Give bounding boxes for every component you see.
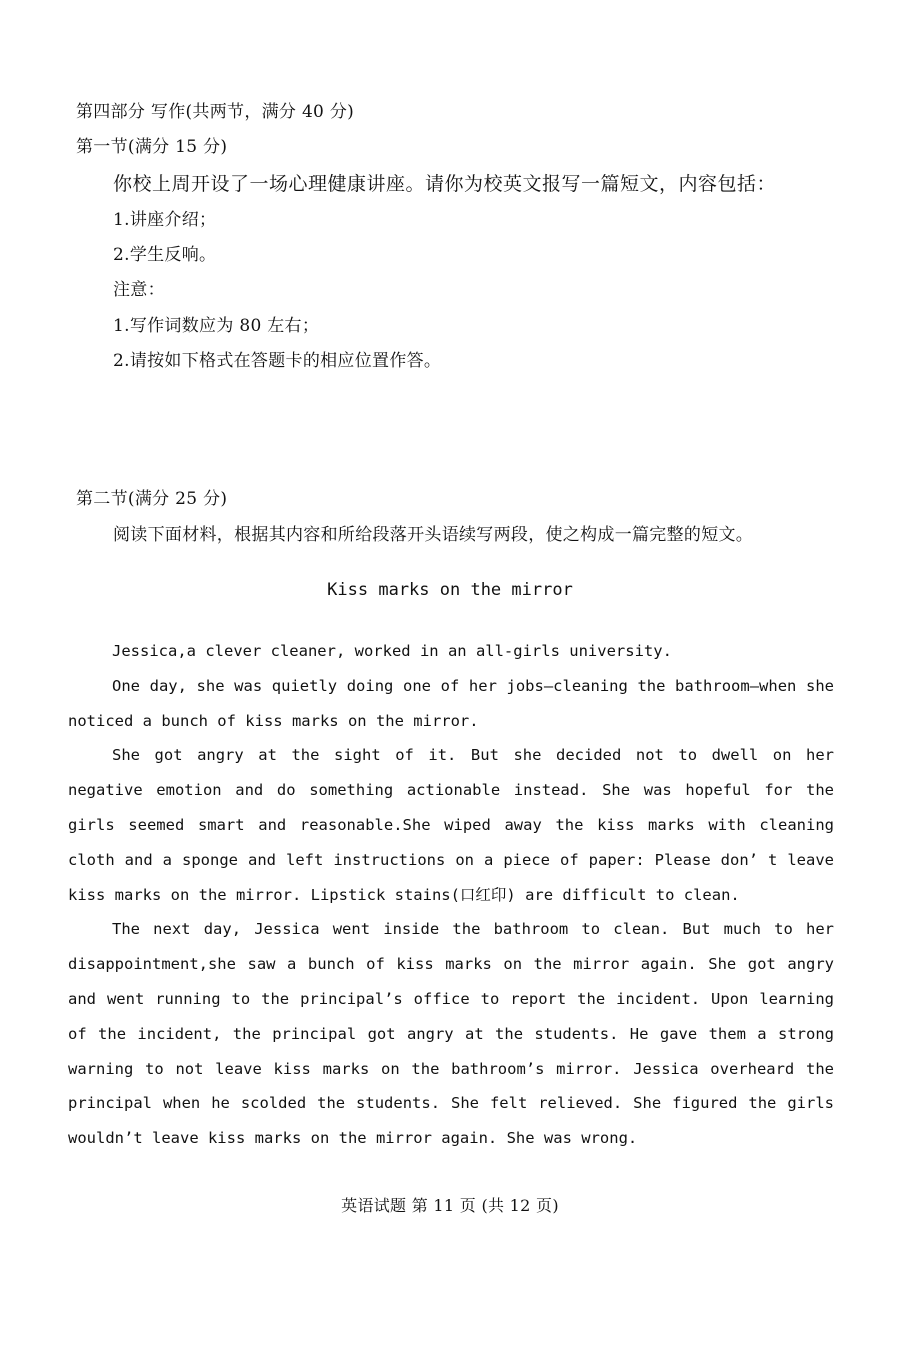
section1-note: 2.请按如下格式在答题卡的相应位置作答。	[113, 351, 442, 371]
section1-heading: 第一节(满分 15 分)	[76, 137, 228, 157]
story-paragraph: The next day, Jessica went inside the bathroom to clean. But much to her disappointment,she saw a bunch of kiss marks on the mirror again. She got angry and went running to the principal’s office to report the incident. Upon learning of the incident, the principal got angry at the students. He gave them a strong warning to not leave kiss marks on the bathroom’s mirror. Jessica overheard the principal when he scolded the students. She felt relieved. She figured the girls wouldn’t leave kiss marks on the mirror again. She was wrong.	[68, 920, 834, 1148]
story-paragraph: Jessica,a clever cleaner, worked in an all-girls university.	[112, 642, 672, 660]
page-footer: 英语试题 第 11 页 (共 12 页)	[341, 1196, 559, 1215]
section2-heading: 第二节(满分 25 分)	[76, 489, 228, 509]
section1-item: 1.讲座介绍；	[113, 210, 217, 230]
part-title: 第四部分 写作(共两节，满分 40 分)	[76, 102, 355, 122]
story-paragraph: One day, she was quietly doing one of her jobs—cleaning the bathroom—when she noticed a bunch of kiss marks on the mirror.	[68, 676, 834, 730]
story-title: Kiss marks on the mirror	[327, 580, 573, 600]
section1-item: 2.学生反响。	[113, 245, 217, 265]
story-paragraph: She got angry at the sight of it. But she decided not to dwell on her negative emotion and do something actionable instead. She was hopeful for the girls seemed smart and reasonable.She wiped away the kiss marks with cleaning cloth and a sponge and left instructions on a piece of paper: Please don’ t leave kiss marks on the mirror. Lipstick stains(口红印) are difficult to clean.	[68, 746, 834, 904]
story-body	[68, 634, 834, 1156]
section1-prompt: 你校上周开设了一场心理健康讲座。请你为校英文报写一篇短文，内容包括：	[113, 173, 777, 195]
section1-note: 1.写作词数应为 80 左右；	[113, 316, 320, 336]
section2-instruction: 阅读下面材料，根据其内容和所给段落开头语续写两段，使之构成一篇完整的短文。	[113, 525, 754, 545]
section1-notes-label: 注意：	[113, 280, 165, 300]
